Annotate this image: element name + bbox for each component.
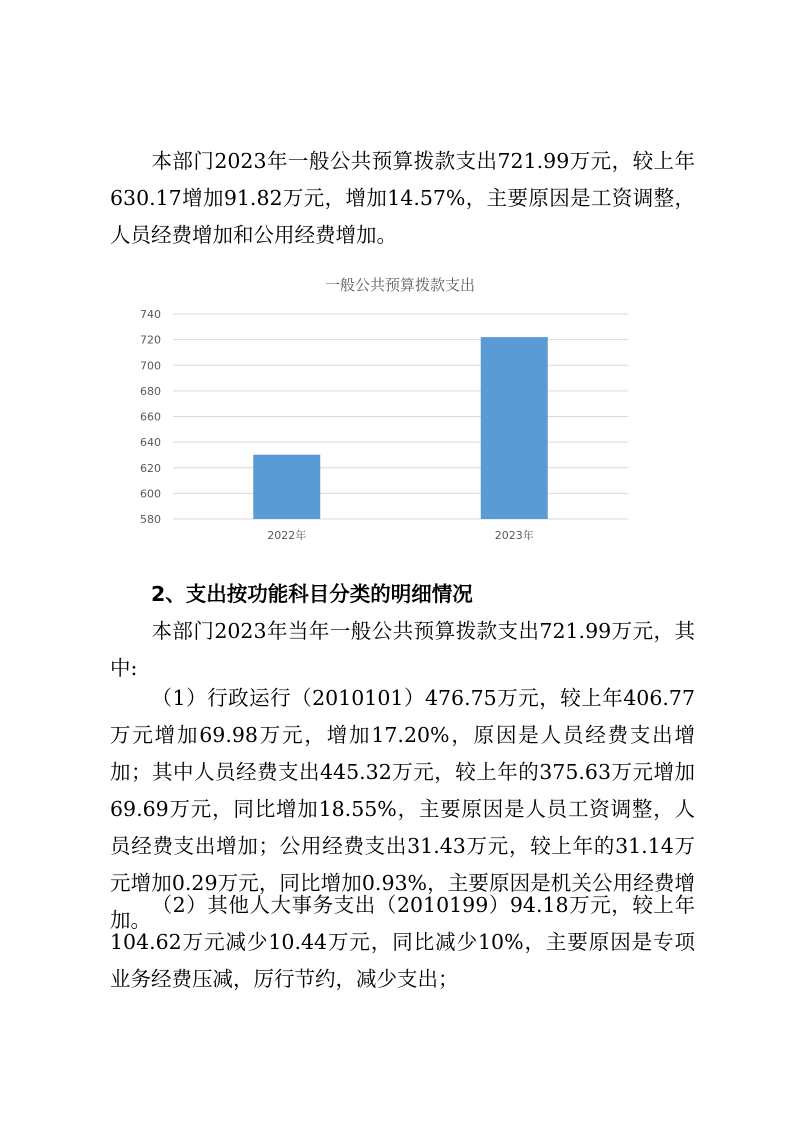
x-tick-label: 2022年: [267, 529, 307, 542]
y-tick-label: 640: [140, 436, 161, 450]
paragraph-other-affairs: [110, 887, 695, 998]
chart-title: 一般公共预算拨款支出: [324, 276, 476, 294]
y-tick-label: 700: [140, 359, 161, 373]
y-tick-label: 680: [140, 384, 161, 398]
y-tick-label: 580: [140, 513, 161, 526]
chart-y-axis: [140, 308, 161, 526]
bar-2: [481, 337, 548, 519]
y-tick-label: 720: [140, 333, 161, 347]
chart-x-axis: [267, 528, 534, 542]
y-tick-label: 620: [140, 461, 161, 475]
y-tick-label: 740: [140, 308, 161, 321]
paragraph-expenditure-intro-text: 本部门2023年当年一般公共预算拨款支出721.99万元，其中:: [110, 619, 695, 680]
paragraph-budget-summary-text: 本部门2023年一般公共预算拨款支出721.99万元，较上年630.17增加91.82万元，增加14.57%，主要原因是工资调整，人员经费增加和公用经费增加。: [110, 149, 695, 247]
paragraph-administrative-operation-text: （1）行政运行（2010101）476.75万元，较上年406.77万元增加69.98万元，增加17.20%，原因是人员经费支出增加；其中人员经费支出445.32万元，较上年的375.63万元增加69.69万元，同比增加18.55%，主要原因是人员工资调整，人员经费支出增加；公用经费支出31.43万元，较上年的31.14万元增加0.29万元，同比增加0.93%，主要原因是机关公用经费增加。: [110, 686, 695, 932]
y-tick-label: 600: [140, 487, 161, 501]
y-tick-label: 660: [140, 410, 161, 424]
paragraph-expenditure-intro: [110, 613, 695, 687]
chart-bars: [253, 337, 548, 519]
paragraph-budget-summary: [110, 143, 695, 254]
bar-1: [253, 455, 320, 519]
x-tick-label: 2023年: [494, 529, 534, 542]
paragraph-other-affairs-text: （2）其他人大事务支出（2010199）94.18万元，较上年104.62万元减少10.44万元，同比减少10%，主要原因是专项业务经费压减，厉行节约，减少支出；: [110, 893, 695, 991]
section-heading: 2、支出按功能科目分类的明细情况: [151, 582, 473, 606]
budget-bar-chart: [128, 262, 668, 557]
chart-gridlines: [173, 314, 628, 519]
